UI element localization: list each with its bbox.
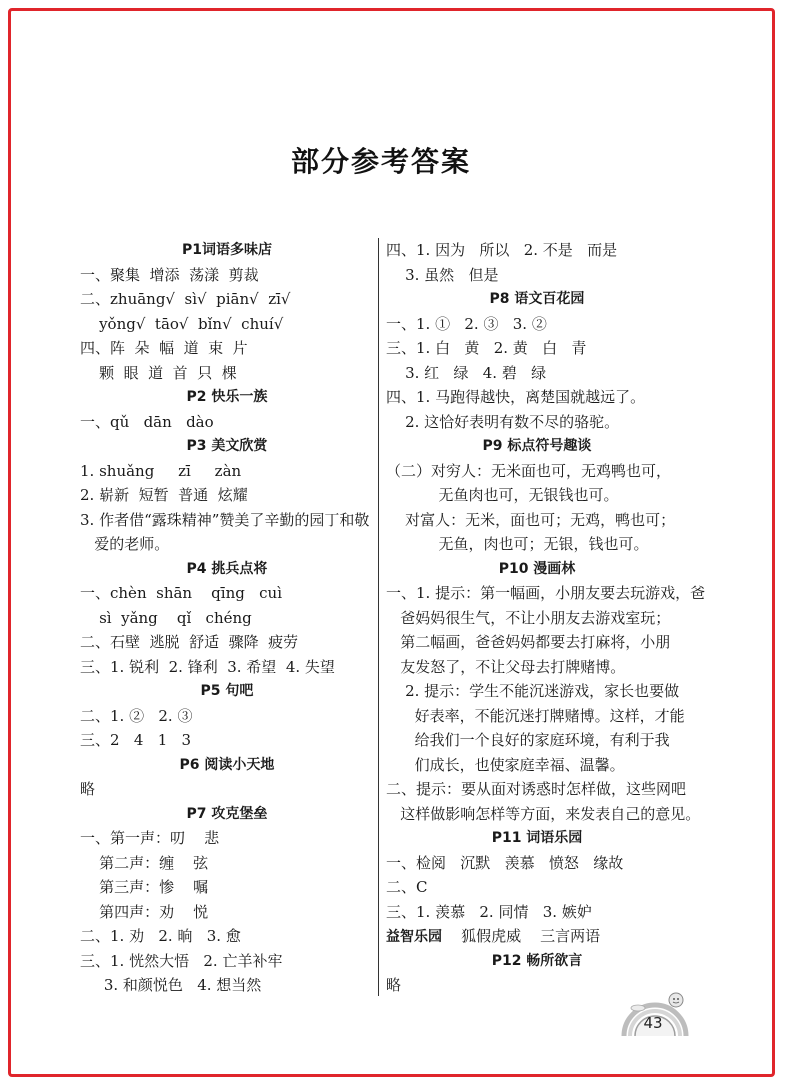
answer-line: 二、提示：要从面对诱惑时怎样做，这些网吧 <box>386 780 687 798</box>
answer-line: 略 <box>80 780 96 798</box>
answer-line: sì yǎng qǐ chéng <box>80 608 252 627</box>
page-title: 部分参考答案 <box>290 145 471 178</box>
answer-line: 略 <box>386 976 402 994</box>
answer-line: 这样做影响怎样等方面，来发表自己的意见。 <box>386 804 701 823</box>
left-column <box>80 238 374 998</box>
section-heading: P9 标点符号趣谈 <box>482 438 592 454</box>
answer-line: 无鱼肉也可，无银钱也可。 <box>386 486 619 504</box>
answer-line: 一、1. 提示：第一幅画，小朋友要去玩游戏，爸 <box>386 584 706 602</box>
page-number: 43 <box>643 1014 663 1032</box>
answer-line: 二、1. ② 2. ③ <box>80 706 193 725</box>
section-label: 益智乐园 <box>386 929 442 945</box>
answer-line: 一、qǔ dān dào <box>80 412 214 431</box>
answer-line: 1. shuǎng zī zàn <box>80 461 242 480</box>
answer-line: 好表率，不能沉迷打牌赌博。这样，才能 <box>386 706 685 725</box>
answer-line <box>386 924 688 949</box>
answer-line: 给我们一个良好的家庭环境，有利于我 <box>386 731 670 749</box>
answer-line: 三、2 4 1 3 <box>80 731 192 749</box>
section-heading: P2 快乐一族 <box>186 389 268 405</box>
section-heading: P4 挑兵点将 <box>186 560 268 577</box>
answer-line: 一、第一声：叨 悲 <box>80 829 220 847</box>
section-heading: P3 美文欣赏 <box>186 438 268 454</box>
answer-line: 爱的老师。 <box>80 535 170 553</box>
answer-line: 一、1. ① 2. ③ 3. ② <box>386 314 547 333</box>
answer-line: 2. 崭新 短暂 普通 炫耀 <box>80 486 248 504</box>
answer-line: 二、石壁 逃脱 舒适 骤降 疲劳 <box>80 633 299 651</box>
answer-line: （二）对穷人：无米面也可，无鸡鸭也可， <box>386 461 672 480</box>
answer-line: 对富人：无米，面也可；无鸡，鸭也可； <box>386 510 676 529</box>
answer-line: 们成长，也使家庭幸福、温馨。 <box>386 755 625 774</box>
answer-line: 第二幅画，爸爸妈妈都要去打麻将，小朋 <box>386 633 671 651</box>
answer-text: 狐假虎威 三言两语 <box>442 927 601 945</box>
answer-line: yǒng√ tāo√ bǐn√ chuí√ <box>80 314 284 333</box>
answer-line: 一、chèn shān qīng cuì <box>80 584 282 602</box>
answer-line: 三、1. 羡慕 2. 同情 3. 嫉妒 <box>386 902 592 921</box>
section-heading: P8 语文百花园 <box>489 291 585 307</box>
answer-line: 四、1. 马跑得越快，离楚国就越远了。 <box>386 388 646 406</box>
section-heading: P11 词语乐园 <box>491 830 583 846</box>
answer-line: 一、聚集 增添 荡漾 剪裁 <box>80 265 259 284</box>
answer-line: 第四声：劝 悦 <box>80 902 209 921</box>
section-heading: P12 畅所欲言 <box>491 952 583 969</box>
answer-line: 爸妈妈很生气，不让小朋友去游戏室玩； <box>386 608 671 627</box>
answer-line: 三、1. 恍然大悟 2. 亡羊补牢 <box>80 951 283 970</box>
column-divider <box>378 238 379 996</box>
answer-line: 3. 红 绿 4. 碧 绿 <box>386 363 547 382</box>
answer-line: 二、1. 劝 2. 晌 3. 愈 <box>80 927 241 945</box>
answer-line: 四、阵 朵 幅 道 束 片 <box>80 339 248 357</box>
answer-line: 无鱼，肉也可；无银，钱也可。 <box>386 535 649 553</box>
page-number-badge <box>620 990 692 1040</box>
section-heading: P5 句吧 <box>200 683 254 699</box>
answer-line: 二、zhuāng√ sì√ piān√ zī√ <box>80 290 291 308</box>
section-heading: P7 攻克堡垒 <box>186 805 268 822</box>
answer-line: 四、1. 因为 所以 2. 不是 而是 <box>386 241 618 259</box>
answer-line: 颗 眼 道 首 只 棵 <box>80 363 237 382</box>
answer-line: 三、1. 白 黄 2. 黄 白 青 <box>386 339 587 357</box>
answer-line: 一、检阅 沉默 羡慕 愤怒 缘故 <box>386 853 624 872</box>
section-heading: P6 阅读小天地 <box>179 756 275 773</box>
answer-line: 第二声：缠 弦 <box>80 853 209 872</box>
answer-line: 3. 虽然 但是 <box>386 265 499 284</box>
answer-line: 二、C <box>386 878 428 896</box>
answer-line: 3. 作者借“露珠精神”赞美了辛勤的园丁和敬 <box>80 510 370 529</box>
answer-line: 友发怒了，不让父母去打牌赌博。 <box>386 657 626 676</box>
right-column <box>386 238 706 998</box>
section-heading: P1词语多味店 <box>181 242 272 258</box>
section-heading: P10 漫画林 <box>498 560 576 577</box>
answer-line: 3. 和颜悦色 4. 想当然 <box>80 976 262 994</box>
answer-line: 2. 这恰好表明有数不尽的骆驼。 <box>386 412 620 431</box>
answer-line: 第三声：惨 嘱 <box>80 878 209 896</box>
answer-line: 2. 提示：学生不能沉迷游戏，家长也要做 <box>386 682 680 700</box>
answer-line: 三、1. 锐利 2. 锋利 3. 希望 4. 失望 <box>80 657 335 676</box>
